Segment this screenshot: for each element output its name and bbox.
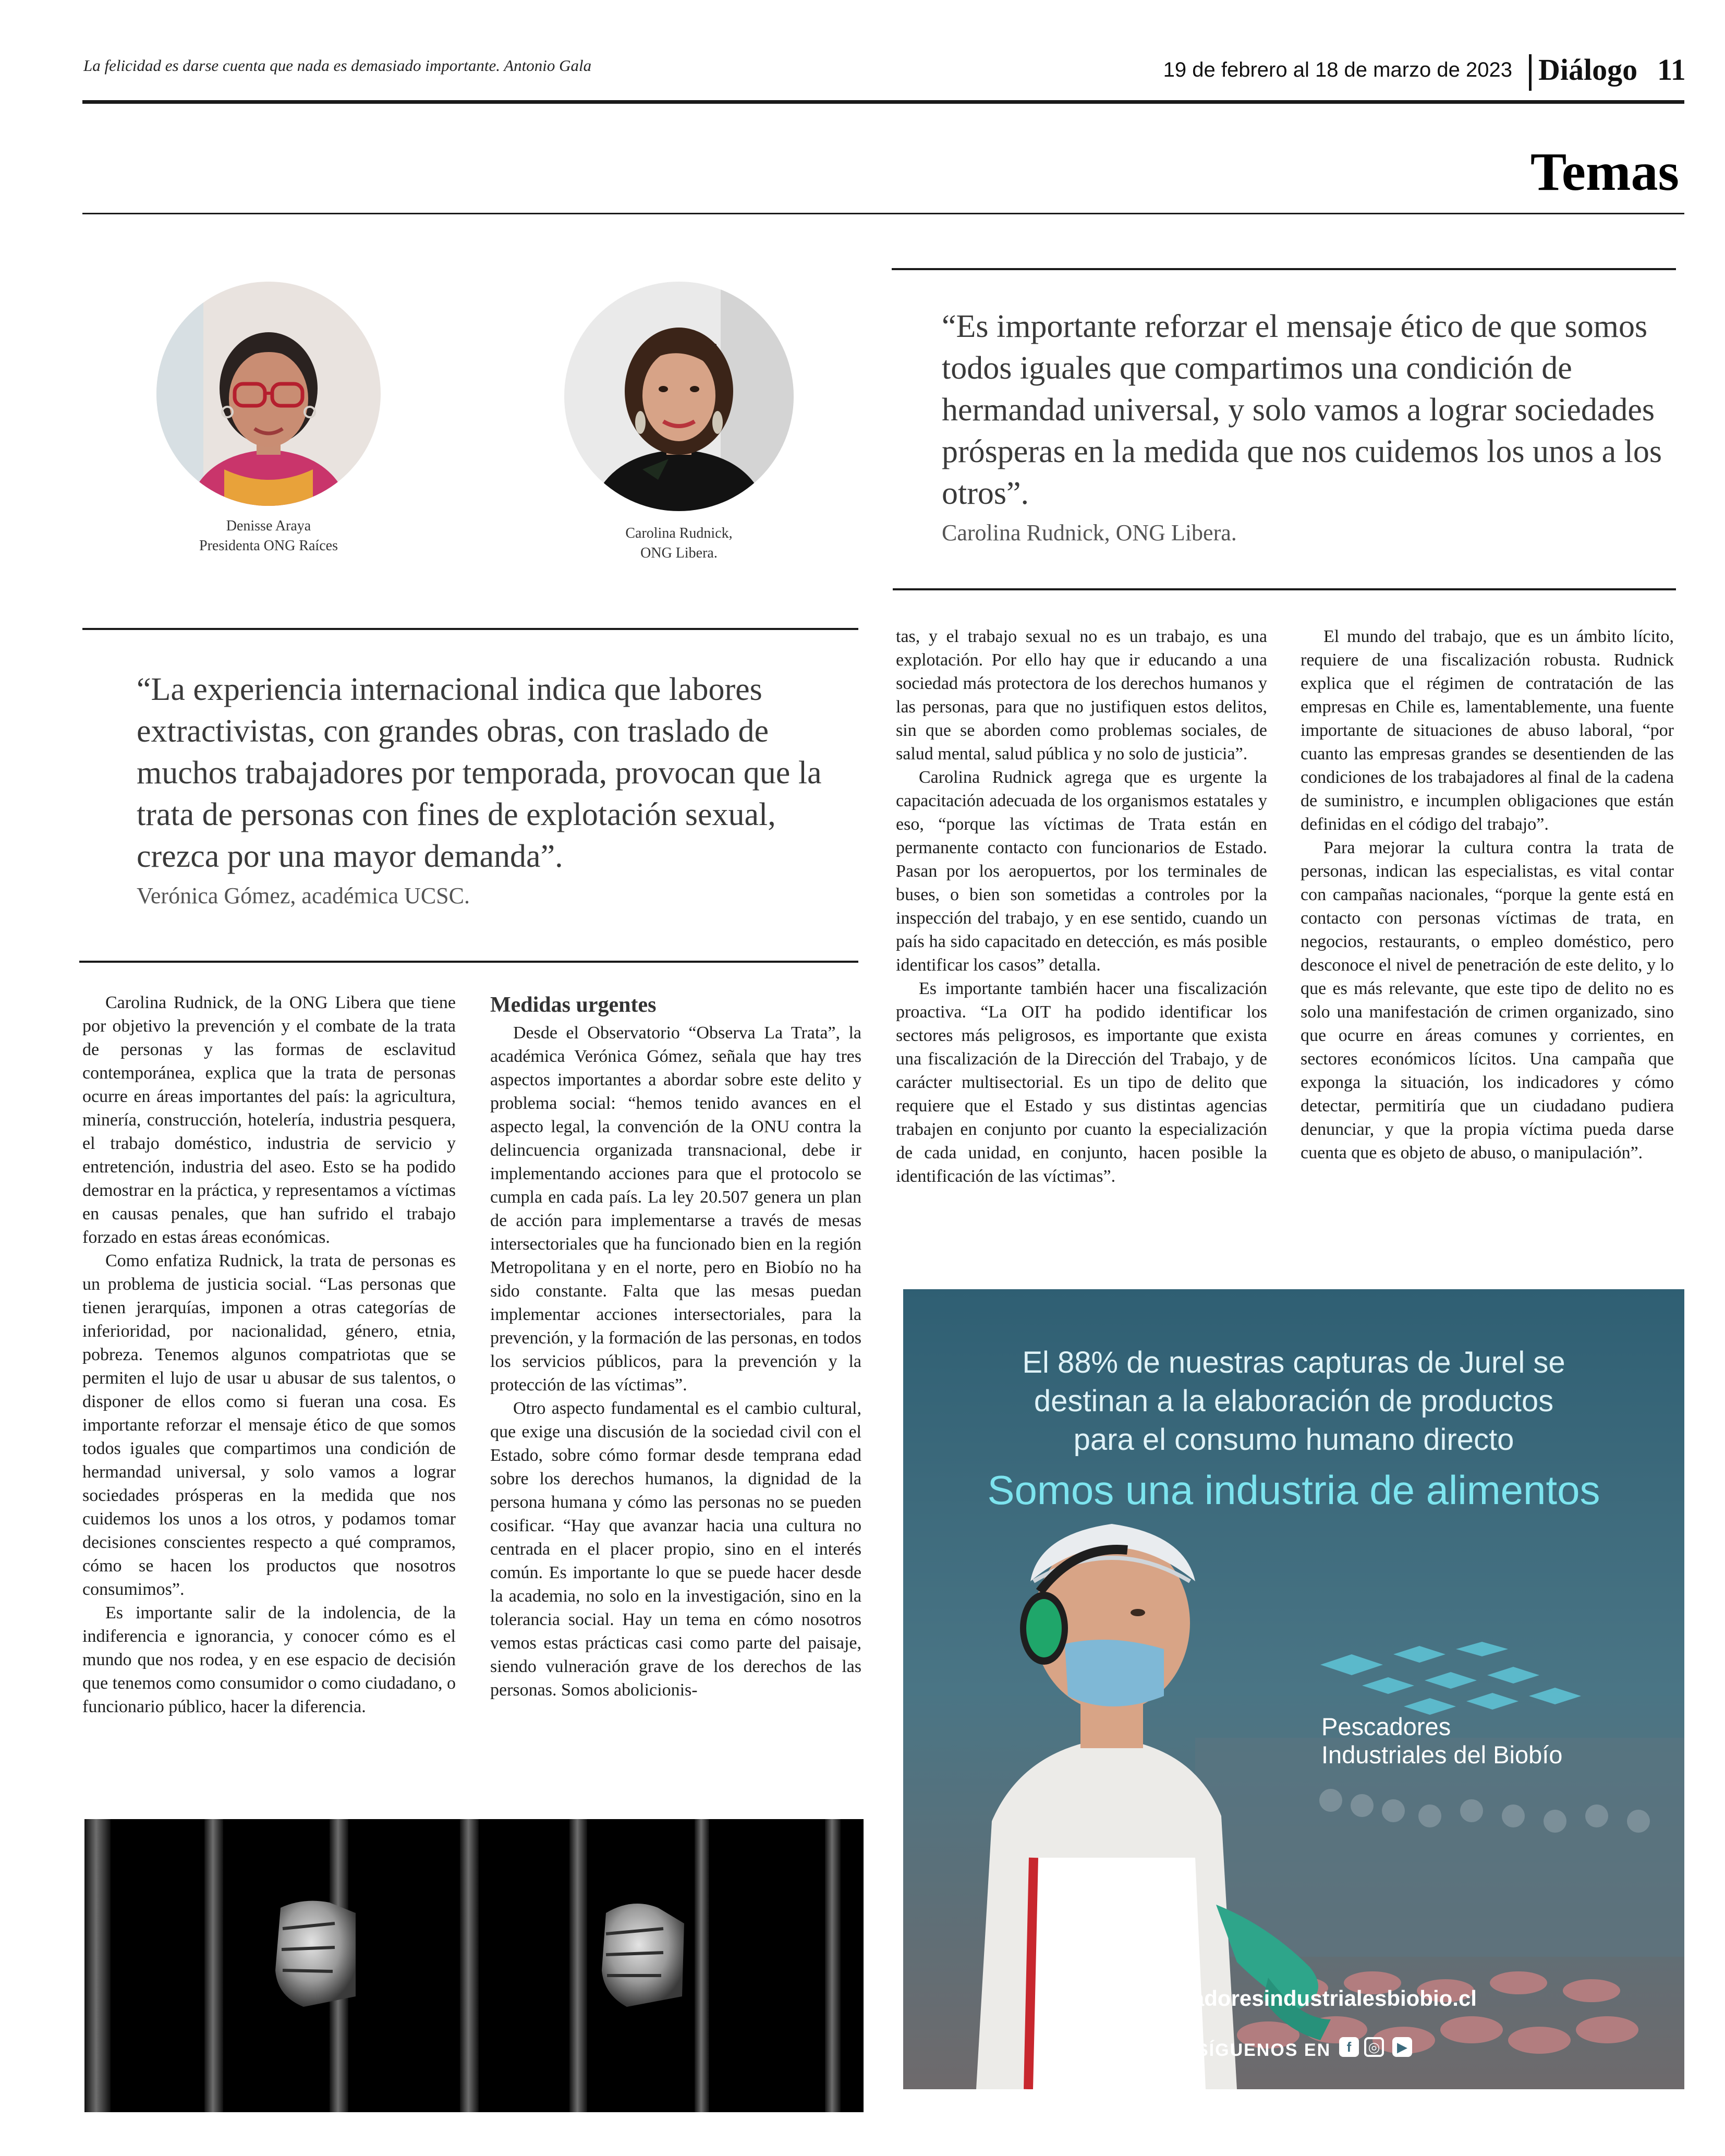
ad-brand-logo-text	[1321, 1713, 1562, 1769]
header-rule	[82, 100, 1684, 104]
section-title: Temas	[1530, 142, 1679, 202]
article-paragraph: Para mejorar la cultura contra la trata de personas, indican las especialistas, es vital contar con campañas nacionales, “porque la gente está en contacto con personas víctimas de trata, en negocios, restaurants, o empleo doméstico, pero desconoce el nivel de penetración de este delito, y lo que es más relevante, que este tipo de delito no es solo una manifestación de crimen organizado, sino que ocurre en áreas comunes y corrientes, en sectores económicos lícitos. Una campaña que exponga la situación, los indicadores y cómo detectar, permitiría que un ciudadano pudiera denunciar, y que la propia víctima pueda darse cuenta que es objeto de abuso, o manipulación”.	[1301, 838, 1674, 1162]
caption-role: ONG Libera.	[640, 545, 718, 561]
caption-denisse-araya	[146, 516, 391, 556]
article-paragraph: Otro aspecto fundamental es el cambio cultural, que exige una discusión de la sociedad civil con el Estado, sobre cómo formar desde temprana edad sobre los derechos humanos, la dignidad de la persona humana y cómo las personas no se pueden cosificar. “Hay que avanzar hacia una cultura no centrada en el placer propio, sino en el interés común. Es importante lo que se puede hacer desde la academia, no solo en la investigación, sino en la tolerancia social. Hay un tema en cómo nosotros vemos estas prácticas casi como parte del paisaje, siendo vulneración grave de los derechos de las personas. Somos abolicionis-	[490, 1399, 861, 1700]
ad-headline	[903, 1343, 1684, 1459]
ad-headline-line: destinan a la elaboración de productos	[1034, 1384, 1554, 1418]
header-motto: La felicidad es darse cuenta que nada es demasiado importante. Antonio Gala	[83, 56, 592, 75]
section-rule	[82, 213, 1684, 214]
photo-prison-bars	[84, 1819, 864, 2112]
pull-quote-attribution: Verónica Gómez, académica UCSC.	[137, 883, 470, 909]
publication-name: Diálogo	[1538, 53, 1638, 87]
subheading-medidas-urgentes: Medidas urgentes	[490, 993, 657, 1017]
facebook-icon[interactable]: f	[1339, 2037, 1359, 2057]
ad-slogan: Somos una industria de alimentos	[987, 1467, 1600, 1513]
pull-quote-text: “Es importante reforzar el mensaje ético de que somos todos iguales que compartimos una condición de hermandad universal, y solo vamos a lograr sociedades prósperas en la medida que nos cuidemos los unos a los otros”.	[942, 309, 1662, 511]
quote-left-top-rule	[82, 628, 858, 630]
portrait-denisse-araya	[156, 282, 381, 506]
caption-role: Presidenta ONG Raíces	[199, 538, 338, 554]
page-number: 11	[1657, 53, 1686, 87]
article-column-2	[490, 991, 861, 1702]
article-column-1	[82, 991, 456, 1718]
caption-carolina-rudnick	[553, 524, 805, 563]
ad-headline-line: El 88% de nuestras capturas de Jurel se	[1022, 1346, 1565, 1379]
caption-name: Denisse Araya	[226, 518, 311, 534]
ad-brand-line: Industriales del Biobío	[1321, 1741, 1563, 1769]
article-paragraph: Es importante también hacer una fiscalización proactiva. “La OIT ha podido identificar los sectores más peligrosos, es importante que exista una fiscalización de la Dirección del Trabajo, y de carácter multisectorial. Es un tipo de delito que requiere que el Estado y sus distintas agencias trabajen en conjunto por cuanto la especialización de cada unidad, en conjunto, hacen posible la identificación de las víctimas”.	[896, 979, 1267, 1186]
caption-name: Carolina Rudnick,	[625, 525, 733, 541]
quote-left-bottom-rule	[79, 961, 858, 963]
article-column-3	[896, 625, 1267, 1188]
pull-quote-gomez	[137, 669, 857, 912]
pull-quote-attribution: Carolina Rudnick, ONG Libera.	[942, 520, 1237, 546]
article-column-4	[1301, 625, 1674, 1165]
article-paragraph: Desde el Observatorio “Observa La Trata”, la académica Verónica Gómez, señala que hay tres aspectos importantes a abordar sobre este delito y problema social: “hemos tenido avances en el aspecto legal, la convención de la ONU contra la delincuencia organizada transnacional, debe ir implementando acciones para que el protocolo se cumpla en cada país. La ley 20.507 genera un plan de acción para implementarse a través de mesas intersectoriales que ha funcionado bien en la región Metropolitana y en el norte, pero en Biobío no ha sido constante. Falta que las mesas puedan implementar acciones intersectoriales, para la prevención, y la formación de las personas, en todos los servicios públicos, para la prevención y la protección de las víctimas”.	[490, 1023, 861, 1395]
quote-right-bottom-rule	[893, 588, 1676, 590]
portrait-carolina-rudnick	[564, 282, 794, 511]
quote-right-top-rule	[892, 268, 1676, 270]
pull-quote-rudnick	[942, 306, 1676, 549]
header-divider	[1529, 54, 1532, 91]
youtube-icon[interactable]: ▶	[1392, 2037, 1412, 2057]
article-paragraph: El mundo del trabajo, que es un ámbito lícito, requiere de una fiscalización robusta. Rudnick explica que el régimen de contratación de las empresas en Chile es, lamentablemente, una fuente importante de situaciones de abuso laboral, “por cuanto las empresas grandes se desentienden de las condiciones de los trabajadores al final de la cadena de suministro, e incumplen obligaciones que están definidas en el código del trabajo”.	[1301, 627, 1674, 834]
article-paragraph: Carolina Rudnick, de la ONG Libera que tiene por objetivo la prevención y el combate de la trata de personas y las formas de esclavitud contemporánea, explica que la trata de personas ocurre en áreas importantes del país: la agricultura, minería, construcción, hotelería, industria pesquera, el trabajo doméstico, industria de servicio y entretención, industria del aseo. Esto se ha podido demostrar en la práctica, y representamos a víctimas en causas penales, que han sufrido el trabajo forzado en estas áreas económicas.	[82, 993, 456, 1247]
pull-quote-text: “La experiencia internacional indica que labores extractivistas, con grandes obras, con traslado de muchos trabajadores por temporada, provocan que la trata de personas con fines de explotación sexual, crezca por una mayor demanda”.	[137, 672, 822, 874]
article-paragraph: Es importante salir de la indolencia, de la indiferencia e ignorancia, y conocer cómo es el mundo que nos rodea, y en ese espacio de decisión que tenemos como consumidor o como ciudadano, o funcionario público, hacer la diferencia.	[82, 1603, 456, 1716]
article-paragraph: tas, y el trabajo sexual no es un trabajo, es una explotación. Por ello hay que ir educando a una sociedad más protectora de los derechos humanos y las personas, para que no justifiquen estos delitos, sin que se aborden como problemas sociales, de salud mental, salud pública y no solo de justicia”.	[896, 627, 1267, 764]
ad-headline-line: para el consumo humano directo	[1073, 1423, 1514, 1457]
ad-brand-line: Pescadores	[1321, 1713, 1451, 1740]
ad-follow-label: SÍGUENOS EN	[1196, 2040, 1331, 2060]
article-paragraph: Carolina Rudnick agrega que es urgente la capacitación adecuada de los organismos estatales y eso, “porque las víctimas de Trata están en permanente contacto con funcionarios de Estado. Pasan por los aeropuertos, por los terminales de buses, o bien son sometidas a controles por la inspección del trabajo, y en ese sentido, cuando un país ha sido capacitado en detección, es más posible identificar los casos” detalla.	[896, 768, 1267, 975]
advertisement-pescadores-biobio	[903, 1289, 1684, 2089]
article-paragraph: Como enfatiza Rudnick, la trata de personas es un problema de justicia social. “Las personas que tienen jerarquías, imponen a otras categorías de inferioridad, por nacionalidad, género, etnia, pobreza. Tenemos algunos compatriotas que se permiten el lujo de usar u abusar de sus talentos, o disponer de ellos como si fueran una cosa. Es importante reforzar el mensaje ético de que somos todos iguales que compartimos una condición de hermandad universal, y solo vamos a lograr sociedades prósperas en la medida que nos cuidemos los unos a los otros, y podamos tomar decisiones conscientes respecto a qué compramos, cómo se hacen los productos que nosotros consumimos”.	[82, 1251, 456, 1599]
instagram-icon[interactable]: ◎	[1364, 2037, 1384, 2057]
ad-website-link[interactable]: www.pescadoresindustrialesbiobio.cl	[1086, 1986, 1477, 2010]
issue-date: 19 de febrero al 18 de marzo de 2023	[1163, 58, 1512, 81]
